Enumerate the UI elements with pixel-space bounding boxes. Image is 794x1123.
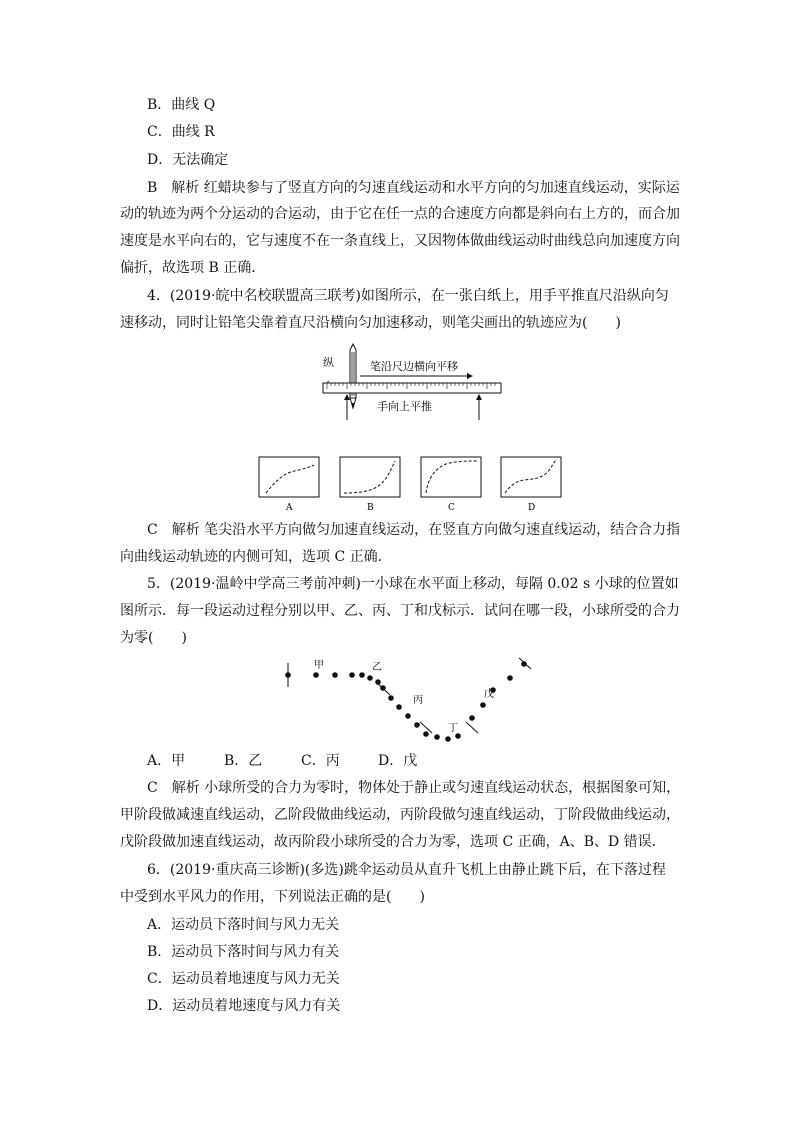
q5-option-c: C．丙 [301, 753, 340, 769]
ball-position [480, 702, 486, 708]
q5-option-b: B．乙 [224, 753, 263, 769]
label-hand-push: 手向上平推 [377, 400, 432, 413]
ball-position [367, 675, 373, 681]
q5-answer-line-1: C 解析 小球所受的合力为零时，物体处于静止或匀速直线运动状态，根据图象可知， [147, 780, 681, 796]
segment-label-ding: 丁 [448, 723, 458, 734]
q3-answer-line-3: 速度是水平向右的，它与速度不在一条直线上，又因物体做曲线运动时曲线总向加速度方向 [120, 233, 680, 249]
q5-option-d: D．戊 [378, 753, 418, 769]
panel-label-b: B [367, 503, 374, 513]
panel-b [340, 457, 400, 497]
ball-position [405, 713, 411, 719]
q3-option-d: D．无法确定 [147, 152, 229, 168]
ball-position [388, 695, 394, 701]
ball-position [332, 672, 338, 678]
panel-label-c: C [448, 503, 455, 513]
q4-ruler-figure [315, 340, 510, 450]
q6-stem-line-2: 中受到水平风力的作用，下列说法正确的是( ) [120, 889, 425, 905]
ball-position [349, 672, 355, 678]
q5-answer-line-3: 戊阶段做加速直线运动，故丙阶段小球所受的合力为零，选项 C 正确，A、B、D 错误． [120, 834, 666, 850]
q6-option-d: D．运动员着地速度与风力有关 [147, 998, 341, 1014]
label-vertical-1: 纵 [323, 356, 334, 369]
panel-d [501, 457, 561, 497]
segment-label-jia: 甲 [314, 660, 324, 671]
q5-option-a: A．甲 [147, 753, 186, 769]
segment-label-bing: 丙 [413, 695, 423, 706]
q5-stem-line-2: 图所示．每一段运动过程分别以甲、乙、丙、丁和戊标示．试问在哪一段，小球所受的合力 [120, 603, 680, 619]
ball-position [313, 672, 319, 678]
segment-label-yi: 乙 [372, 662, 382, 673]
ball-position [469, 715, 475, 721]
ball-position [414, 722, 420, 728]
q3-option-c: C．曲线 R [147, 124, 215, 140]
ball-position [445, 736, 451, 742]
ruler [323, 383, 501, 393]
q3-option-b: B．曲线 Q [147, 97, 216, 113]
q3-answer-line-1: B 解析 红蜡块参与了竖直方向的匀速直线运动和水平方向的匀加速直线运动，实际运 [147, 180, 680, 196]
q5-stem-line-1: 5．(2019·温岭中学高三考前冲刺)一小球在水平面上移动，每隔 0.02 s 小球的位置如 [147, 576, 679, 592]
q5-stem-line-3: 为零( ) [120, 630, 187, 646]
q4-stem-line-2: 速移动，同时让铅笔尖靠着直尺沿横向匀加速移动，则笔尖画出的轨迹应为( ) [120, 315, 621, 331]
q4-answer-line-1: C 解析 笔尖沿水平方向做匀加速直线运动，在竖直方向做匀速直线运动，结合合力指 [147, 522, 681, 538]
pencil-icon [350, 344, 356, 408]
ball-position [455, 733, 461, 739]
marker-ding-end [466, 722, 478, 733]
ball-position [396, 704, 402, 710]
panel-label-d: D [528, 503, 536, 513]
q6-stem-line-1: 6．(2019·重庆高三诊断)(多选)跳伞运动员从直升飞机上由静止跳下后，在下落过程 [147, 862, 666, 878]
q4-answer-line-2: 向曲线运动轨迹的内侧可知，选项 C 正确． [120, 549, 392, 565]
ball-position [423, 731, 429, 737]
ball-position [359, 672, 365, 678]
q3-answer-line-4: 偏折，故选项 B 正确． [120, 260, 266, 276]
ball-position [434, 734, 440, 740]
q5-ball-track-figure [280, 655, 540, 750]
label-pen-motion: 笔沿尺边横向平移 [370, 360, 458, 373]
q5-answer-line-2: 甲阶段做减速直线运动，乙阶段做曲线运动，丙阶段做匀速直线运动，丁阶段做曲线运动， [120, 807, 680, 823]
q6-option-a: A．运动员下落时间与风力无关 [147, 917, 340, 933]
marker-yi-end [377, 683, 390, 695]
q6-option-b: B．运动员下落时间与风力有关 [147, 944, 340, 960]
q3-answer-line-2: 动的轨迹为两个分运动的合运动，由于它在任一点的合速度方向都是斜向右上方的，而合加 [120, 206, 680, 222]
q6-option-c: C．运动员着地速度与风力无关 [147, 971, 340, 987]
panel-label-a: A [286, 503, 293, 513]
marker-wu-end [519, 658, 531, 669]
q4-options-figure [256, 455, 566, 515]
q4-stem-line-1: 4．(2019·皖中名校联盟高三联考)如图所示，在一张白纸上，用手平推直尺沿纵向匀 [147, 288, 669, 304]
ball-position [507, 675, 513, 681]
segment-label-wu: 戊 [484, 689, 494, 700]
